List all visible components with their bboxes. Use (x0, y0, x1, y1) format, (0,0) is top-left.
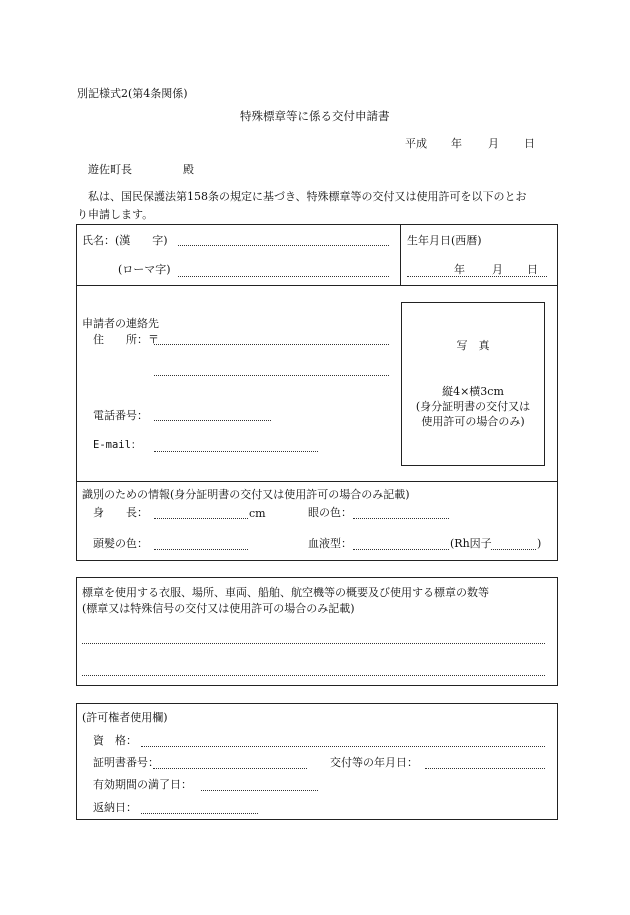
hair-color-field[interactable] (154, 549, 248, 550)
form-number: 別記様式2(第4条関係) (77, 87, 188, 100)
name-kanji-field[interactable] (178, 245, 389, 246)
blood-type-field[interactable] (353, 549, 449, 550)
issue-date-field[interactable] (425, 768, 545, 769)
photo-title: 写 真 (456, 339, 490, 352)
eye-color-field[interactable] (353, 518, 449, 519)
photo-note-line1: (身分証明書の交付又は (415, 400, 531, 413)
height-field[interactable] (154, 518, 248, 519)
eye-color-label: 眼の色： (308, 506, 352, 519)
address-label: 住 所：〒 (93, 333, 159, 346)
authority-heading: (許可権者使用欄) (82, 711, 168, 724)
birth-month-label: 月 (492, 263, 503, 276)
date-year: 年 (451, 137, 462, 150)
height-unit: cm (249, 507, 266, 520)
usage-heading-line1: 標章を使用する衣服、場所、車両、船舶、航空機等の概要及び使用する標章の数等 (82, 586, 489, 599)
rh-factor-field[interactable] (491, 549, 536, 550)
date-month: 月 (488, 137, 499, 150)
name-roman-label: (ローマ字) (118, 263, 171, 276)
date-era: 平成 (405, 137, 427, 150)
return-date-field[interactable] (141, 813, 258, 814)
name-birth-divider (400, 224, 401, 286)
intro-text-line1: 私は、国民保護法第158条の規定に基づき、特殊標章等の交付又は使用許可を以下のとお (88, 190, 527, 203)
birth-date-field[interactable] (407, 276, 547, 277)
phone-field[interactable] (154, 420, 271, 421)
name-roman-field[interactable] (178, 276, 389, 277)
certificate-number-field[interactable] (153, 768, 307, 769)
photo-size: 縦4×横3cm (442, 385, 504, 398)
expiry-date-field[interactable] (201, 790, 318, 791)
identification-heading: 識別のための情報(身分証明書の交付又は使用許可の場合のみ記載) (82, 488, 410, 501)
qualification-field[interactable] (141, 746, 545, 747)
usage-field-line2[interactable] (82, 675, 545, 676)
birth-year-label: 年 (454, 263, 465, 276)
photo-box (401, 302, 545, 466)
expiry-date-label: 有効期間の満了日： (93, 778, 192, 791)
height-label: 身 長： (93, 506, 148, 519)
usage-heading-line2: (標章又は特殊信号の交付又は使用許可の場合のみ記載) (82, 602, 355, 615)
return-date-label: 返納日： (93, 801, 137, 814)
qualification-label: 資 格： (93, 734, 137, 747)
rh-factor-label: (Rh因子 (450, 537, 492, 550)
rh-factor-close: ) (537, 537, 542, 550)
birth-day-label: 日 (527, 263, 538, 276)
address-field-line1[interactable] (154, 344, 389, 345)
blood-type-label: 血液型： (308, 537, 352, 550)
date-day: 日 (524, 137, 535, 150)
name-kanji-label: 氏名：(漢 字) (82, 234, 168, 247)
hair-color-label: 頭髪の色： (93, 537, 148, 550)
addressee: 遊佐町長 (88, 163, 132, 176)
birth-date-label: 生年月日(西暦) (407, 234, 482, 247)
contact-heading: 申請者の連絡先 (82, 317, 159, 330)
phone-label: 電話番号： (93, 409, 148, 422)
usage-field-line1[interactable] (82, 643, 545, 644)
intro-text-line2: り申請します。 (77, 208, 154, 221)
email-label: E-mail： (93, 439, 142, 451)
address-field-line2[interactable] (154, 375, 389, 376)
document-title: 特殊標章等に係る交付申請書 (240, 109, 390, 123)
email-field[interactable] (154, 451, 318, 452)
certificate-number-label: 証明書番号： (93, 756, 159, 769)
addressee-honorific: 殿 (183, 163, 194, 176)
photo-note-line2: 使用許可の場合のみ) (421, 415, 525, 428)
issue-date-label: 交付等の年月日： (330, 756, 418, 769)
